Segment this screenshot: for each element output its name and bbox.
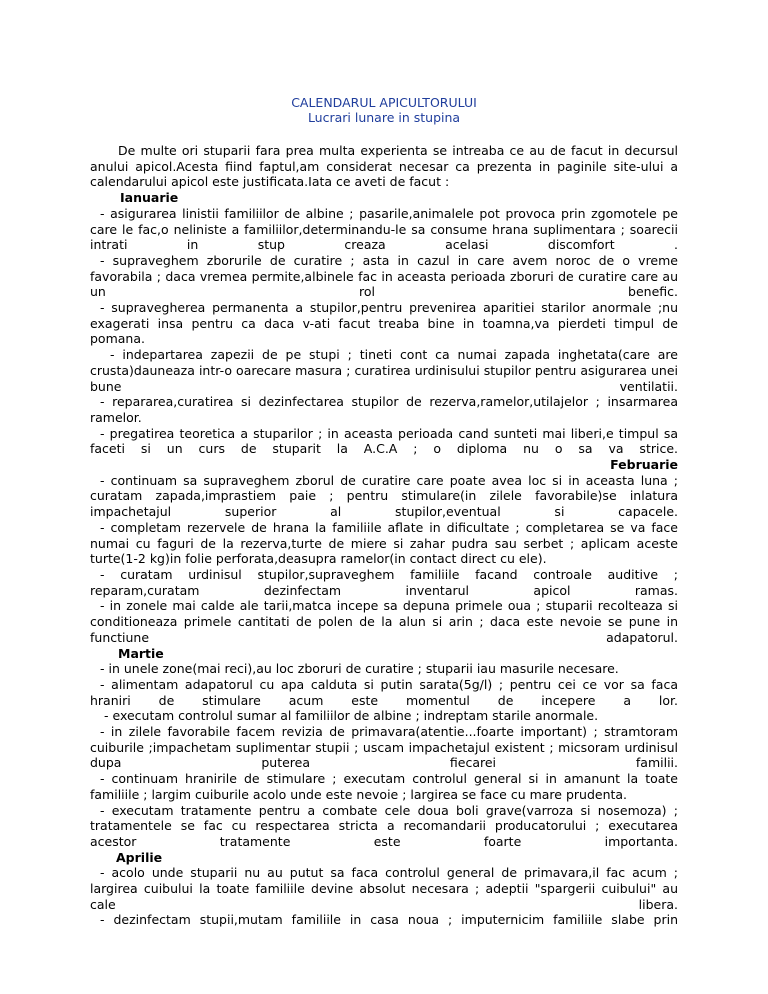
list-item: - continuam sa supraveghem zborul de curatire care poate avea loc si in aceasta luna ; curatam zapada,imprastiem paie ; pentru stimulare(in zilele favorabile)se inlatura impachetajul superior al stupilor,eventual si capacele. <box>90 472 678 520</box>
list-item: - repararea,curatirea si dezinfectarea stupilor de rezerva,ramelor,utilajelor ; insarmarea ramelor. <box>90 394 678 425</box>
list-item: - pregatirea teoretica a stuparilor ; in aceasta perioada cand sunteti mai liberi,e timpul sa faceti si un curs de stuparit la A.C.A ; o diploma nu o sa va strice. <box>90 425 678 457</box>
list-item: - executam controlul sumar al familiilor de albine ; indreptam starile anormale. <box>104 708 599 724</box>
list-item: - alimentam adapatorul cu apa calduta si putin sarata(5g/l) ; pentru cei ce vor sa faca hraniri de stimulare acum este momentul de incepere a lor. <box>90 676 678 708</box>
list-item: - in unele zone(mai reci),au loc zboruri de curatire ; stuparii iau masurile necesare. <box>100 661 619 677</box>
document-subtitle: Lucrari lunare in stupina <box>307 110 461 125</box>
list-item: - acolo unde stuparii nu au putut sa faca controlul general de primavara,il fac acum ; largirea cuibului la toate familiile devine absolut necesara ; adeptii "spargerii cuibului" au cale libera. <box>90 865 678 912</box>
list-item: - dezinfectam stupii,mutam familiile in casa noua ; imputernicim familiile slabe prin <box>100 912 678 928</box>
month-heading-aprilie: Aprilie <box>116 849 163 865</box>
list-item: - indepartarea zapezii de pe stupi ; tineti cont ca numai zapada inghetata(care are crusta)dauneaza intr-o oarecare masura ; curatirea urdinisului stupilor pentru asigurarea unei bune ventilatii. <box>90 347 678 394</box>
intro-paragraph: De multe ori stuparii fara prea multa experienta se intreaba ce au de facut in decursul anului apicol.Acesta fiind faptul,am considerat necesar ca prezenta in paginile site-ului a calendarului apicol este justificata.Iata ce aveti de facut : <box>90 143 678 190</box>
list-item: - in zilele favorabile facem revizia de primavara(atentie...foarte important) ; stramtoram cuiburile ;impachetam suplimentar stupii ; uscam impachetajul existent ; micsoram urdinisul dupa puterea fiecarei familii. <box>90 724 678 771</box>
list-item: - completam rezervele de hrana la familiile aflate in dificultate ; completarea se va face numai cu faguri de la rezerva,turte de miere si zahar pudra sau serbet ; aplicam aceste turte(1-2 kg)in folie perforata,deasupra ramelor(in contact direct cu ele). <box>90 519 678 567</box>
list-item: - curatam urdinisul stupilor,supraveghem familiile facand controale auditive ; reparam,curatam dezinfectam inventarul apicol ramas. <box>90 566 678 598</box>
month-heading-ianuarie: Ianuarie <box>120 190 179 206</box>
document-page <box>90 95 678 928</box>
list-item: - continuam hranirile de stimulare ; executam controlul general si in amanunt la toate familiile ; largim cuiburile acolo unde este nevoie ; largirea se face cu mare prudenta. <box>90 771 678 802</box>
list-item: - asigurarea linistii familiilor de albine ; pasarile,animalele pot provoca prin zgomotele pe care le fac,o neliniste a familiilor,determinandu-le sa consume hrana suplimentara ; soarecii intrati in stup creaza acelasi discomfort . <box>90 205 678 253</box>
list-item: - in zonele mai calde ale tarii,matca incepe sa depuna primele oua ; stuparii recolteaza si conditioneaza primele cantitati de polen de la alun si arin ; daca este nevoie se pune in functiune adapatorul. <box>90 598 678 645</box>
month-heading-februarie: Februarie <box>610 457 678 473</box>
list-item: - executam tratamente pentru a combate cele doua boli grave(varroza si nosemoza) ; tratamentele se fac cu respectarea stricta a recomandarii producatorului ; executarea acestor tratamente este foarte importanta. <box>90 802 678 849</box>
month-heading-martie: Martie <box>118 645 164 661</box>
document-title: CALENDARUL APICULTORULUI <box>291 95 477 110</box>
list-item: - supravegherea permanenta a stupilor,pentru prevenirea aparitiei starilor anormale ;nu exagerati insa pentru ca daca v-ati facut treaba bine in toamna,va pierdeti timpul de pomana. <box>90 300 678 347</box>
document-body <box>90 143 678 928</box>
list-item: - supraveghem zborurile de curatire ; asta in cazul in care avem noroc de o vreme favorabila ; daca vremea permite,albinele fac in aceasta perioada zboruri de curatire care au un rol benefic. <box>90 252 678 300</box>
